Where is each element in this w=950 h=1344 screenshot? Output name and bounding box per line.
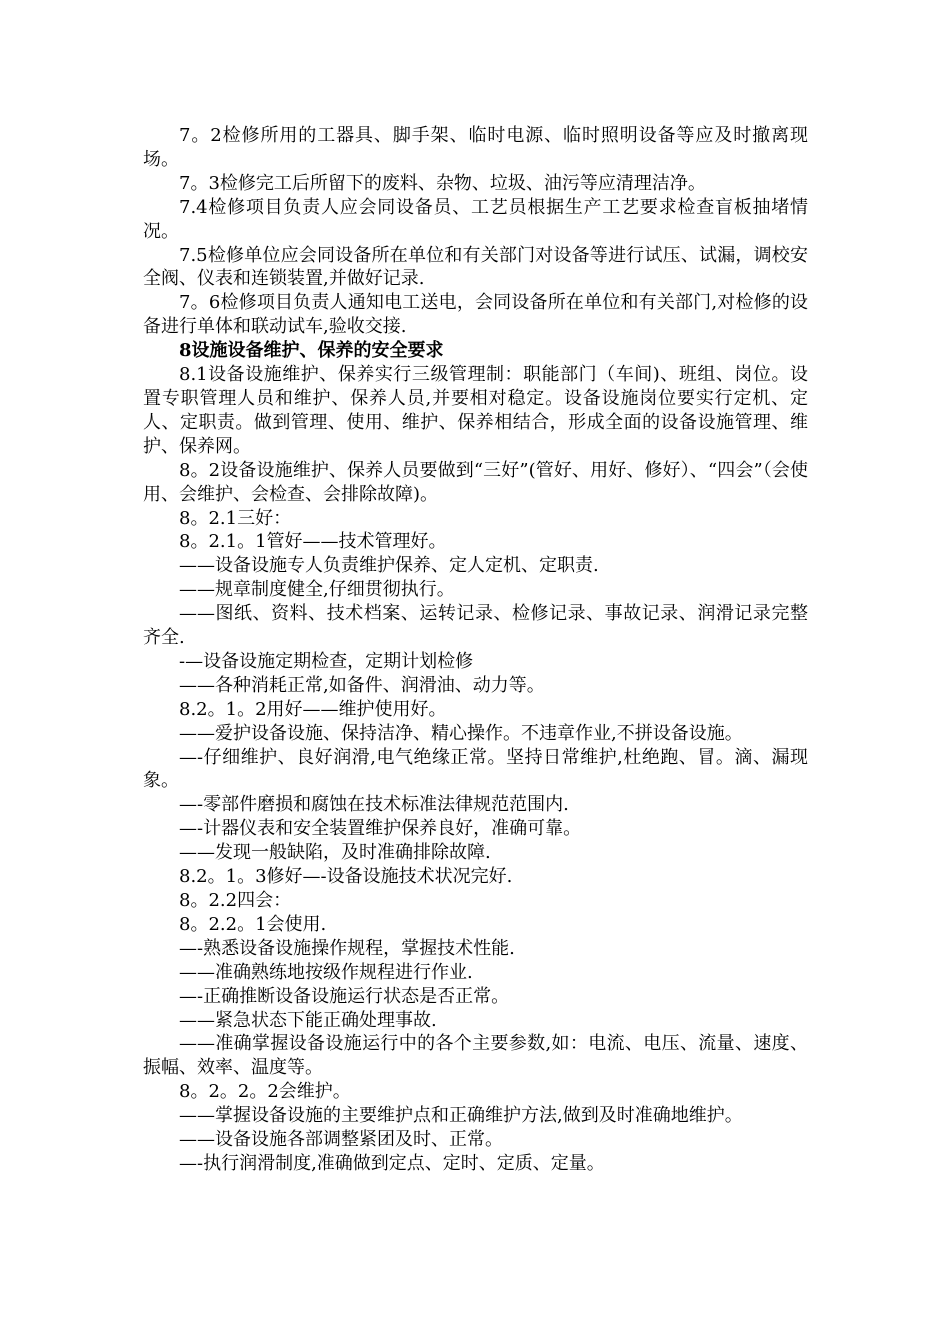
paragraph: 7。2检修所用的工器具、脚手架、临时电源、临时照明设备等应及时撤离现场。 (143, 125, 808, 170)
list-item: ——各种消耗正常,如备件、润滑油、动力等。 (179, 674, 545, 696)
list-item: —-执行润滑制度,准确做到定点、定时、定质、定量。 (179, 1152, 605, 1174)
paragraph: 8。2。2。2会维护。 (179, 1081, 351, 1103)
paragraph: 8。2.1。1管好——技术管理好。 (179, 531, 447, 553)
list-item: ——掌握设备设施的主要维护点和正确维护方法,做到及时准确地维护。 (179, 1105, 743, 1127)
list-item: ——设备设施各部调整紧团及时、正常。 (179, 1129, 503, 1151)
paragraph: 8.2。1。2用好——维护使用好。 (179, 698, 447, 720)
document-page (143, 124, 808, 1176)
list-item: ——紧急状态下能正确处理事故. (179, 1009, 437, 1031)
paragraph: 7。6检修项目负责人通知电工送电，会同设备所在单位和有关部门,对检修的设备进行单体和联动试车,验收交接. (143, 292, 808, 338)
paragraph: 8。2.1三好： (179, 507, 292, 529)
section-heading: 8设施设备维护、保养的安全要求 (179, 340, 444, 362)
list-item: ——爱护设备设施、保持洁净、精心操作。不违章作业,不拼设备设施。 (179, 722, 743, 744)
paragraph: 8。2.2四会： (179, 890, 292, 911)
list-item: —-熟悉设备设施操作规程，掌握技术性能. (179, 937, 515, 959)
paragraph: 8。2.2。1会使用. (179, 913, 327, 935)
list-item: ——设备设施专人负责维护保养、定人定机、定职责. (179, 555, 599, 577)
paragraph: 8。2设备设施维护、保养人员要做到“三好”(管好、用好、修好）、“四会”（会使用、会维护、会检查、会排除故障)。 (143, 459, 808, 505)
list-item: —-零部件磨损和腐蚀在技术标准法律规范范围内. (179, 794, 569, 816)
list-item: ——准确熟练地按级作规程进行作业. (179, 961, 473, 983)
list-item: —-正确推断设备设施运行状态是否正常。 (179, 985, 510, 1007)
paragraph: 7.5检修单位应会同设备所在单位和有关部门对设备等进行试压、试漏，调校安全阀、仪表和连锁装置,并做好记录. (143, 244, 808, 290)
list-item: —-仔细维护、良好润滑,电气绝缘正常。坚持日常维护,杜绝跑、冒。滴、漏现象。 (143, 746, 808, 792)
paragraph: 8.2。1。3修好—-设备设施技术状况完好. (179, 866, 513, 888)
paragraph: 7.4检修项目负责人应会同设备员、工艺员根据生产工艺要求检查盲板抽堵情况。 (143, 196, 808, 242)
list-item: —-计器仪表和安全装置维护保养良好，准确可靠。 (179, 818, 582, 840)
list-item: ——规章制度健全,仔细贯彻执行。 (179, 579, 455, 601)
list-item: ——准确掌握设备设施运行中的各个主要参数,如：电流、电压、流量、速度、振幅、效率、温度等。 (143, 1033, 808, 1079)
paragraph: 7。3检修完工后所留下的废料、杂物、垃圾、油污等应清理洁净。 (179, 172, 706, 194)
list-item: -—设备设施定期检查，定期计划检修 (179, 650, 474, 672)
paragraph: 8.1设备设施维护、保养实行三级管理制：职能部门（车间)、班组、岗位。设置专职管理人员和维护、保养人员,并要相对稳定。设备设施岗位要实行定机、定人、定职责。做到管理、使用、维护、保养相结合，形成全面的设备设施管理、维护、保养网。 (143, 364, 808, 457)
list-item: ——发现一般缺陷，及时准确排除故障. (179, 842, 491, 864)
list-item: ——图纸、资料、技术档案、运转记录、检修记录、事故记录、润滑记录完整齐全. (143, 603, 808, 649)
